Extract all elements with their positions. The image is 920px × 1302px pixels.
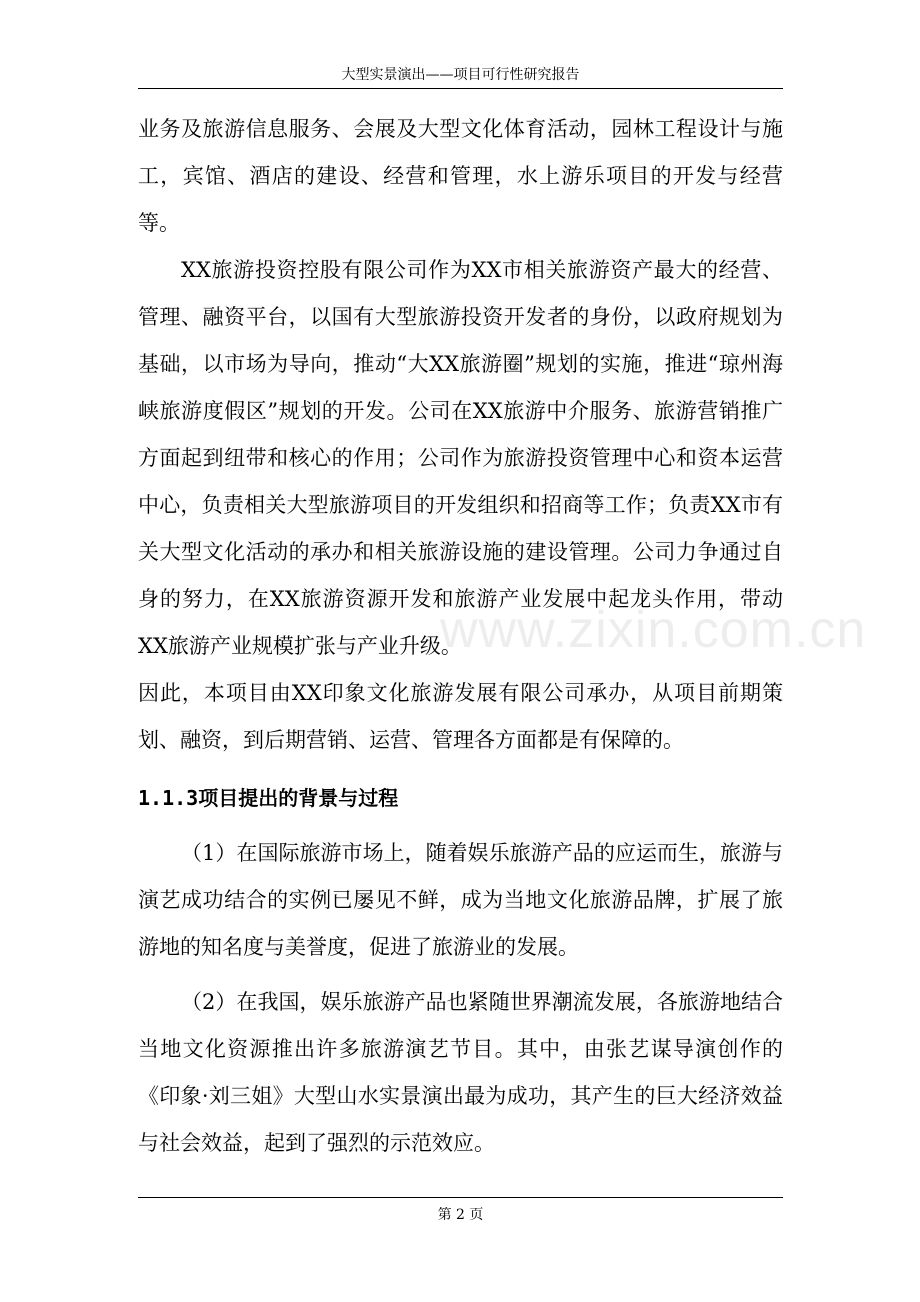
page-number: 第 2 页 bbox=[437, 1207, 484, 1223]
watermark: www.zixin.com.cn bbox=[440, 601, 867, 659]
section-item-2: （2）在我国，娱乐旅游产品也紧随世界潮流发展，各旅游地结合当地文化资源推出许多旅游演艺节目。其中，由张艺谋导演创作的《印象·刘三姐》大型山水实景演出最为成功，其产生的巨大经济效益与社会效益，起到了强烈的示范效应。 bbox=[138, 990, 783, 1155]
document-body bbox=[138, 106, 783, 1167]
page-header: 大型实景演出——项目可行性研究报告 bbox=[138, 62, 783, 89]
section-item-1: （1）在国际旅游市场上，随着娱乐旅游产品的应运而生，旅游与演艺成功结合的实例已屡见不鲜，成为当地文化旅游品牌，扩展了旅游地的知名度与美誉度，促进了旅游业的发展。 bbox=[138, 841, 783, 959]
paragraph-continuation: 业务及旅游信息服务、会展及大型文化体育活动，园林工程设计与施工，宾馆、酒店的建设、经营和管理，水上游乐项目的开发与经营等。 bbox=[138, 117, 783, 235]
paragraph-conclusion: 因此，本项目由XX印象文化旅游发展有限公司承办，从项目前期策划、融资，到后期营销、运营、管理各方面都是有保障的。 bbox=[138, 681, 783, 752]
footer-divider bbox=[138, 1197, 783, 1198]
section-heading: 1.1.3项目提出的背景与过程 bbox=[138, 786, 399, 810]
paragraph-company-profile: XX旅游投资控股有限公司作为XX市相关旅游资产最大的经营、管理、融资平台，以国有大型旅游投资开发者的身份，以政府规划为基础，以市场为导向，推动“大XX旅游圈”规划的实施，推进“琼州海峡旅游度假区”规划的开发。公司在XX旅游中介服务、旅游营销推广方面起到纽带和核心的作用；公司作为旅游投资管理中心和资本运营中心，负责相关大型旅游项目的开发组织和招商等工作；负责XX市有关大型文化活动的承办和相关旅游设施的建设管理。公司力争通过自身的努力，在XX旅游资源开发和旅游产业发展中起龙头作用，带动XX旅游产业规模扩张与产业升级。 bbox=[138, 258, 783, 658]
